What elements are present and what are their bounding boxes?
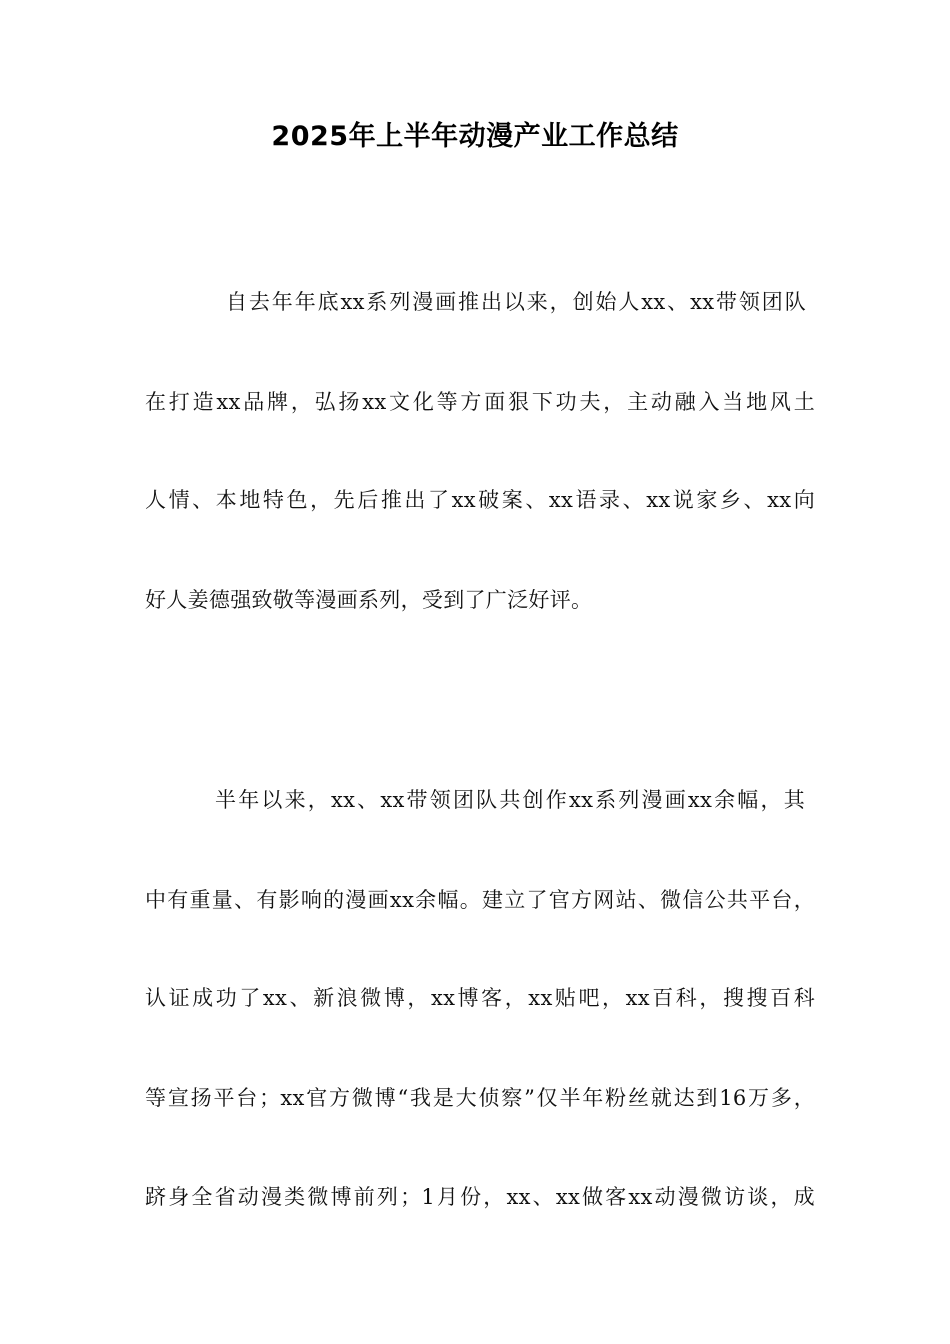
paragraph2-line-3: 认证成功了xx、新浪微博，xx博客，xx贴吧，xx百科，搜搜百科 [145,986,815,1010]
paragraph2-line-4: 等宣扬平台；xx官方微博“我是大侦察”仅半年粉丝就达到16万多， [145,1086,815,1110]
paragraph1-line-4: 好人姜德强致敬等漫画系列，受到了广泛好评。 [145,588,593,612]
paragraph1-line-1: 自去年年底xx系列漫画推出以来，创始人xx、xx带领团队 [226,290,806,314]
paragraph1-line-3: 人情、本地特色，先后推出了xx破案、xx语录、xx说家乡、xx向 [145,488,815,512]
paragraph2-line-1: 半年以来，xx、xx带领团队共创作xx系列漫画xx余幅，其 [215,788,805,812]
paragraph2-line-2: 中有重量、有影响的漫画xx余幅。建立了官方网站、微信公共平台， [145,888,815,912]
paragraph1-line-2: 在打造xx品牌，弘扬xx文化等方面狠下功夫，主动融入当地风土 [145,390,815,414]
paragraph2-line-5: 跻身全省动漫类微博前列；1月份，xx、xx做客xx动漫微访谈，成 [145,1185,815,1209]
document-title: 2025年上半年动漫产业工作总结 [271,121,679,152]
